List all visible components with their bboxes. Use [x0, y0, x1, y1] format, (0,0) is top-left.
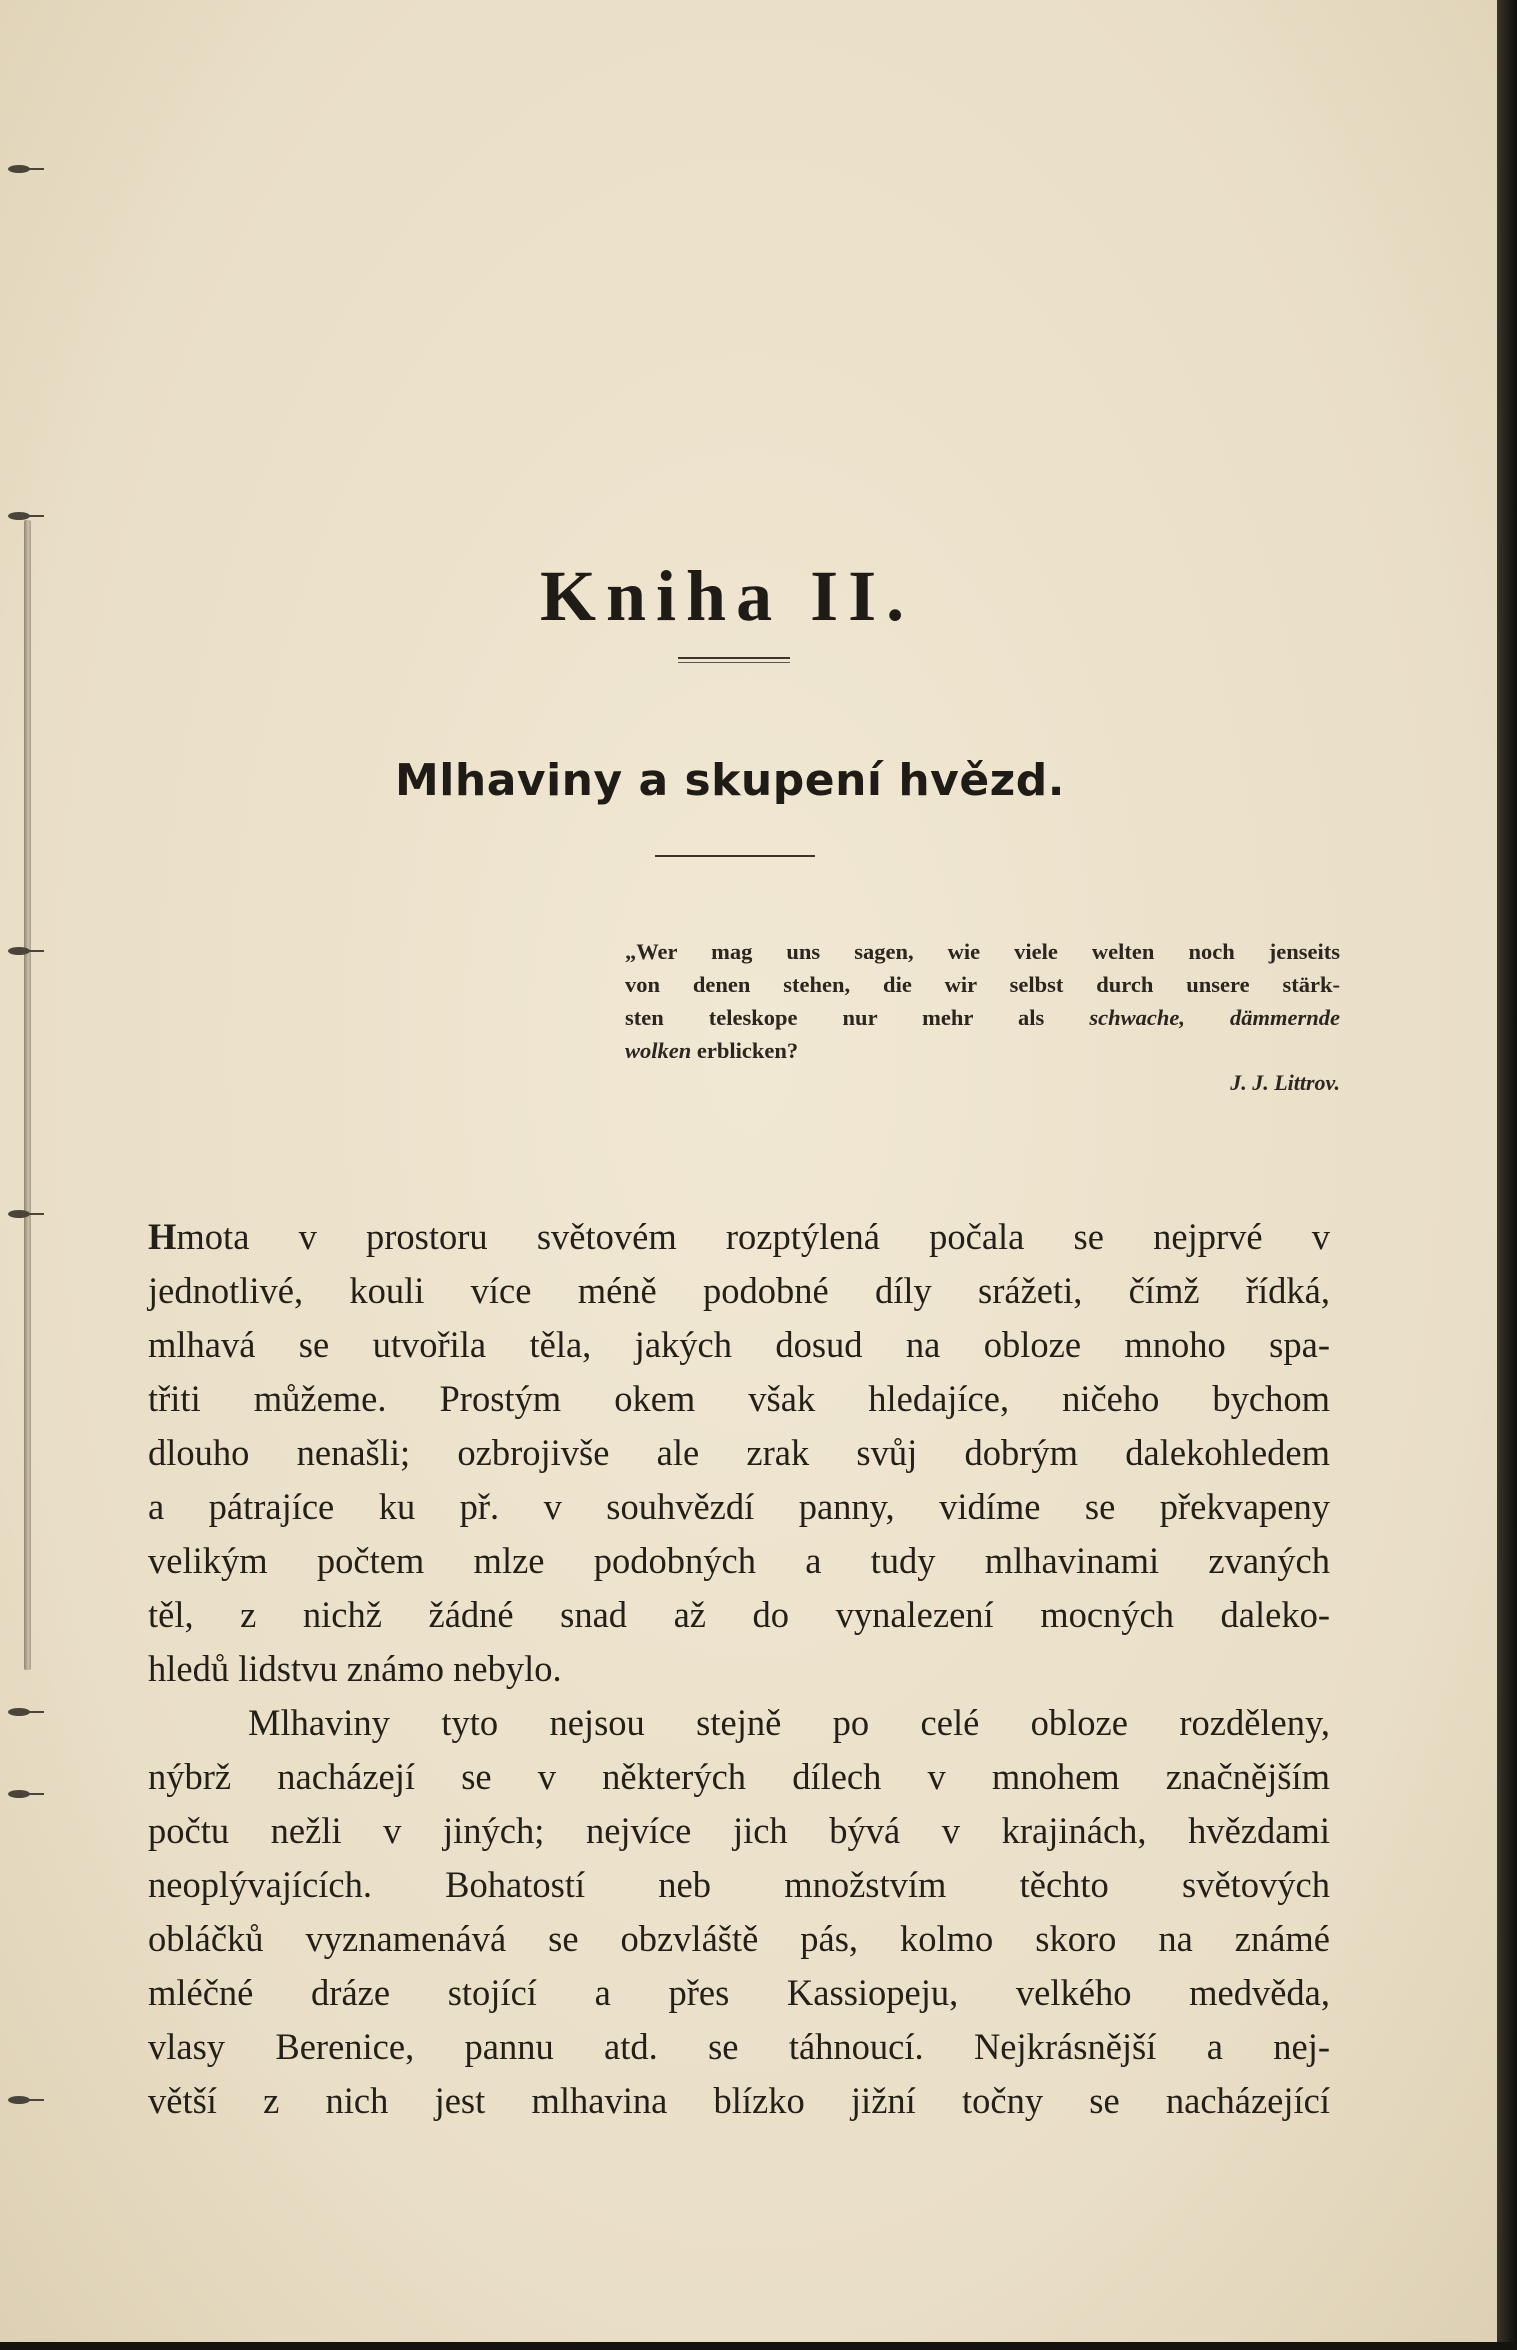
page-edge-shadow: [1497, 0, 1517, 2350]
paragraph-line: počtu nežli v jiných; nejvíce jich bývá v krajinách, hvězdami: [148, 1810, 1330, 1851]
paragraph-line: mléčné dráze stojící a přes Kassiopeju, velkého medvěda,: [148, 1972, 1330, 2013]
binding-mark: [8, 2094, 42, 2104]
paragraph-line: Mlhaviny tyto nejsou stejně po celé obloze rozděleny,: [248, 1702, 1330, 1743]
paragraph-1-line-1: Hmota v prostoru světovém rozptýlená počala se nejprvé v: [148, 1216, 1330, 1257]
title-rule: [678, 662, 790, 663]
subtitle-rule: [655, 855, 815, 857]
paragraph-line: vlasy Berenice, pannu atd. se táhnoucí. Nejkrásnější a nej-: [148, 2026, 1330, 2067]
binding-mark: [8, 163, 42, 173]
binding-mark: [8, 1208, 42, 1218]
paragraph-line: dlouho nenašli; ozbrojivše ale zrak svůj dobrým dalekohledem: [148, 1432, 1330, 1473]
body-text: [148, 1210, 1330, 2128]
epigraph: [625, 935, 1340, 1067]
paragraph-line: a pátrajíce ku př. v souhvězdí panny, vidíme se překvapeny: [148, 1486, 1330, 1527]
binding-mark: [8, 1788, 42, 1798]
title-rule: [678, 657, 790, 659]
paragraph-line: třiti můžeme. Prostým okem však hledajíce, ničeho bychom: [148, 1378, 1330, 1419]
epigraph-line: wolken erblicken?: [625, 1038, 799, 1063]
chapter-title: Kniha II.: [540, 556, 915, 636]
epigraph-author: J. J. Littrov.: [1230, 1070, 1340, 1095]
paragraph-line: hledů lidstvu známo nebylo.: [148, 1648, 562, 1689]
epigraph-line: sten teleskope nur mehr als schwache, dämmernde: [625, 1005, 1340, 1030]
paragraph-line: neoplývajících. Bohatostí neb množstvím těchto světových: [148, 1864, 1330, 1905]
paragraph-line: jednotlivé, kouli více méně podobné díly srážeti, čímž řídká,: [148, 1270, 1330, 1311]
paragraph-line: obláčků vyznamenává se obzvláště pás, kolmo skoro na známé: [148, 1918, 1330, 1959]
binding-mark: [8, 510, 42, 520]
paragraph-line: velikým počtem mlze podobných a tudy mlhavinami zvaných: [148, 1540, 1330, 1581]
paragraph-line: mlhavá se utvořila těla, jakých dosud na obloze mnoho spa-: [148, 1324, 1330, 1365]
chapter-subtitle: Mlhaviny a skupení hvězd.: [395, 755, 1065, 806]
paragraph-line: těl, z nichž žádné snad až do vynalezení mocných daleko-: [148, 1594, 1330, 1635]
page-edge-shadow: [0, 2342, 1517, 2350]
drop-cap: H: [148, 1216, 177, 1257]
epigraph-line: von denen stehen, die wir selbst durch unsere stärk-: [625, 972, 1340, 997]
paragraph-line: nýbrž nacházejí se v některých dílech v mnohem značnějším: [148, 1756, 1330, 1797]
binding-mark: [8, 1706, 42, 1716]
epigraph-line: „Wer mag uns sagen, wie viele welten noch jenseits: [625, 939, 1340, 964]
paragraph-line: větší z nich jest mlhavina blízko jižní točny se nacházející: [148, 2080, 1330, 2121]
page-binding: [24, 520, 31, 1670]
binding-mark: [8, 945, 42, 955]
